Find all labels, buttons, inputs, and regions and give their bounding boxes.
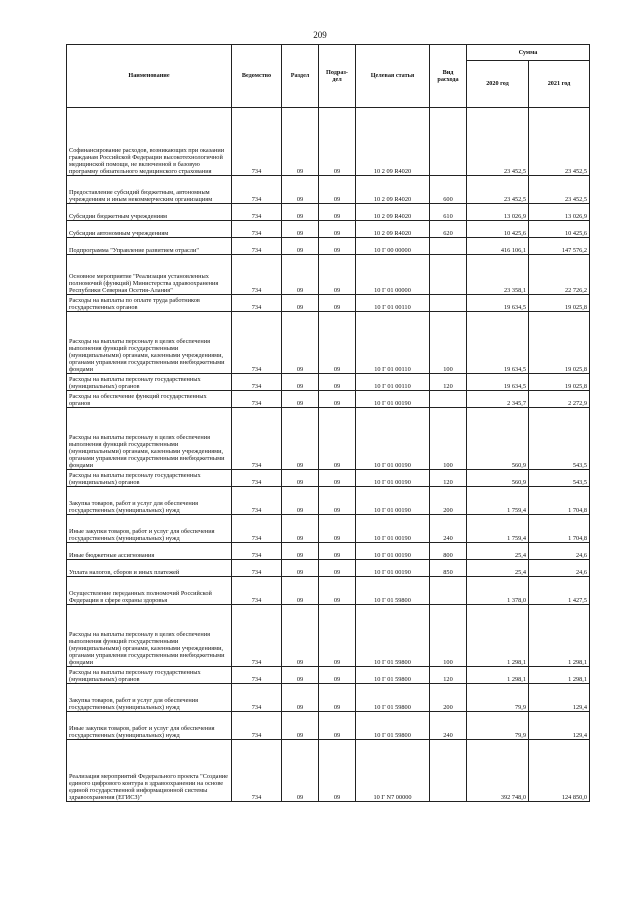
row-section: 09: [282, 543, 319, 560]
row-target: 10 Г 01 00110: [356, 295, 430, 312]
row-sum-2020: 25,4: [467, 543, 529, 560]
table-row: [67, 470, 590, 487]
row-subsection: 09: [319, 238, 356, 255]
row-name: Расходы на обеспечение функций государственных органов: [67, 391, 232, 408]
header-subsection: Подраз- дел: [319, 45, 356, 108]
row-expense-type: 600: [430, 176, 467, 204]
row-expense-type: [430, 238, 467, 255]
row-target: 10 Г 01 00000: [356, 255, 430, 295]
page-number: 209: [313, 30, 327, 40]
row-section: 09: [282, 408, 319, 470]
row-target: 10 2 09 R4020: [356, 108, 430, 176]
row-sum-2020: 1 298,1: [467, 667, 529, 684]
row-name: Субсидии бюджетным учреждениям: [67, 204, 232, 221]
row-ministry: 734: [232, 204, 282, 221]
table-row: [67, 312, 590, 374]
row-name: Уплата налогов, сборов и иных платежей: [67, 560, 232, 577]
header-expense-type: Вид расхода: [430, 45, 467, 108]
header-target: Целевая статья: [356, 45, 430, 108]
row-expense-type: 240: [430, 515, 467, 543]
table-row: [67, 487, 590, 515]
row-section: 09: [282, 312, 319, 374]
table-row: [67, 221, 590, 238]
row-sum-2021: 1 298,1: [529, 667, 590, 684]
row-subsection: 09: [319, 470, 356, 487]
row-section: 09: [282, 295, 319, 312]
row-target: 10 Г 01 59800: [356, 605, 430, 667]
row-subsection: 09: [319, 374, 356, 391]
row-expense-type: 120: [430, 374, 467, 391]
row-ministry: 734: [232, 577, 282, 605]
table-row: [67, 577, 590, 605]
row-target: 10 2 09 R4020: [356, 176, 430, 204]
row-target: 10 Г 01 00190: [356, 543, 430, 560]
row-expense-type: 620: [430, 221, 467, 238]
table-row: [67, 391, 590, 408]
row-subsection: 09: [319, 740, 356, 802]
row-sum-2021: 24,6: [529, 543, 590, 560]
table-row: [67, 740, 590, 802]
row-sum-2021: 1 704,8: [529, 487, 590, 515]
row-sum-2021: 19 025,8: [529, 374, 590, 391]
row-section: 09: [282, 667, 319, 684]
row-subsection: 09: [319, 487, 356, 515]
row-subsection: 09: [319, 408, 356, 470]
row-sum-2020: 13 026,9: [467, 204, 529, 221]
row-ministry: 734: [232, 408, 282, 470]
row-name: Иные закупки товаров, работ и услуг для обеспечения государственных (муниципальных) нужд: [67, 712, 232, 740]
row-target: 10 Г 01 00190: [356, 515, 430, 543]
row-section: 09: [282, 560, 319, 577]
row-expense-type: 240: [430, 712, 467, 740]
row-ministry: 734: [232, 605, 282, 667]
row-sum-2020: 392 748,0: [467, 740, 529, 802]
row-subsection: 09: [319, 295, 356, 312]
row-sum-2020: 25,4: [467, 560, 529, 577]
row-subsection: 09: [319, 391, 356, 408]
row-target: 10 Г 00 00000: [356, 238, 430, 255]
row-sum-2020: 19 634,5: [467, 374, 529, 391]
row-name: Расходы на выплаты персоналу государственных (муниципальных) органов: [67, 374, 232, 391]
row-sum-2021: 1 704,8: [529, 515, 590, 543]
row-expense-type: [430, 577, 467, 605]
row-section: 09: [282, 238, 319, 255]
row-sum-2020: 1 378,0: [467, 577, 529, 605]
row-expense-type: 850: [430, 560, 467, 577]
row-expense-type: [430, 108, 467, 176]
row-target: 10 Г 01 59800: [356, 712, 430, 740]
table-row: [67, 667, 590, 684]
row-section: 09: [282, 221, 319, 238]
table-row: [67, 374, 590, 391]
row-ministry: 734: [232, 176, 282, 204]
row-sum-2020: 10 425,6: [467, 221, 529, 238]
row-sum-2020: 23 358,1: [467, 255, 529, 295]
row-expense-type: 120: [430, 470, 467, 487]
row-sum-2021: 129,4: [529, 684, 590, 712]
row-target: 10 Г 01 00110: [356, 312, 430, 374]
row-sum-2020: 23 452,5: [467, 108, 529, 176]
row-name: Предоставление субсидий бюджетным, автономным учреждениям и иным некоммерческим организациям: [67, 176, 232, 204]
row-name: Закупка товаров, работ и услуг для обеспечения государственных (муниципальных) нужд: [67, 684, 232, 712]
row-sum-2021: 19 025,8: [529, 295, 590, 312]
row-expense-type: 800: [430, 543, 467, 560]
header-section: Раздел: [282, 45, 319, 108]
row-target: 10 Г 01 59800: [356, 684, 430, 712]
header-name: Наименование: [67, 45, 232, 108]
row-expense-type: 120: [430, 667, 467, 684]
row-section: 09: [282, 255, 319, 295]
budget-table: [66, 44, 590, 802]
row-name: Иные бюджетные ассигнования: [67, 543, 232, 560]
row-subsection: 09: [319, 560, 356, 577]
row-target: 10 2 09 R4020: [356, 204, 430, 221]
row-ministry: 734: [232, 470, 282, 487]
row-expense-type: 200: [430, 684, 467, 712]
row-section: 09: [282, 577, 319, 605]
row-section: 09: [282, 605, 319, 667]
row-sum-2020: 79,9: [467, 712, 529, 740]
row-ministry: 734: [232, 238, 282, 255]
row-sum-2021: 1 427,5: [529, 577, 590, 605]
row-name: Субсидии автономным учреждениям: [67, 221, 232, 238]
row-ministry: 734: [232, 108, 282, 176]
row-ministry: 734: [232, 740, 282, 802]
row-section: 09: [282, 204, 319, 221]
row-expense-type: [430, 295, 467, 312]
table-row: [67, 295, 590, 312]
row-sum-2021: 124 850,0: [529, 740, 590, 802]
row-sum-2020: 1 759,4: [467, 487, 529, 515]
row-subsection: 09: [319, 667, 356, 684]
row-sum-2020: 1 759,4: [467, 515, 529, 543]
row-subsection: 09: [319, 204, 356, 221]
row-section: 09: [282, 515, 319, 543]
row-sum-2021: 22 726,2: [529, 255, 590, 295]
header-year-2021: 2021 год: [529, 61, 590, 108]
table-row: [67, 605, 590, 667]
table-row: [67, 560, 590, 577]
row-sum-2021: 543,5: [529, 470, 590, 487]
row-section: 09: [282, 176, 319, 204]
row-sum-2020: 560,9: [467, 470, 529, 487]
row-subsection: 09: [319, 712, 356, 740]
row-target: 10 2 09 R4020: [356, 221, 430, 238]
row-expense-type: [430, 255, 467, 295]
row-ministry: 734: [232, 560, 282, 577]
row-sum-2021: 24,6: [529, 560, 590, 577]
row-sum-2020: 416 106,1: [467, 238, 529, 255]
table-row: [67, 543, 590, 560]
header-ministry: Ведомство: [232, 45, 282, 108]
row-ministry: 734: [232, 712, 282, 740]
row-name: Расходы на выплаты персоналу государственных (муниципальных) органов: [67, 667, 232, 684]
row-sum-2021: 23 452,5: [529, 108, 590, 176]
row-section: 09: [282, 487, 319, 515]
row-subsection: 09: [319, 312, 356, 374]
row-subsection: 09: [319, 255, 356, 295]
row-name: Расходы на выплаты персоналу в целях обеспечения выполнения функций государственными (муниципальными) органами, казенными учреждениями, органами управления государственными внебюджетными фондами: [67, 312, 232, 374]
row-ministry: 734: [232, 312, 282, 374]
row-subsection: 09: [319, 605, 356, 667]
row-sum-2020: 23 452,5: [467, 176, 529, 204]
row-sum-2020: 19 634,5: [467, 312, 529, 374]
row-ministry: 734: [232, 684, 282, 712]
row-sum-2021: 19 025,8: [529, 312, 590, 374]
row-ministry: 734: [232, 221, 282, 238]
row-sum-2020: 560,9: [467, 408, 529, 470]
row-subsection: 09: [319, 221, 356, 238]
row-target: 10 Г 01 00190: [356, 391, 430, 408]
row-name: Расходы на выплаты персоналу государственных (муниципальных) органов: [67, 470, 232, 487]
row-section: 09: [282, 108, 319, 176]
row-expense-type: 200: [430, 487, 467, 515]
row-subsection: 09: [319, 176, 356, 204]
table-row: [67, 108, 590, 176]
table-row: [67, 238, 590, 255]
header-year-2020: 2020 год: [467, 61, 529, 108]
row-ministry: 734: [232, 667, 282, 684]
row-target: 10 Г 01 00190: [356, 487, 430, 515]
row-name: Осуществление переданных полномочий Российской Федерации в сфере охраны здоровья: [67, 577, 232, 605]
row-sum-2021: 129,4: [529, 712, 590, 740]
row-sum-2021: 147 576,2: [529, 238, 590, 255]
row-name: Реализация мероприятий Федерального проекта "Создание единого цифрового контура в здравоохранении на основе единой государственной информационной системы здравоохранения (ЕГИСЗ)": [67, 740, 232, 802]
row-expense-type: [430, 391, 467, 408]
row-section: 09: [282, 391, 319, 408]
row-sum-2021: 543,5: [529, 408, 590, 470]
row-sum-2020: 1 298,1: [467, 605, 529, 667]
row-target: 10 Г 01 00190: [356, 408, 430, 470]
row-subsection: 09: [319, 684, 356, 712]
row-target: 10 Г 01 00190: [356, 560, 430, 577]
row-expense-type: [430, 740, 467, 802]
row-name: Подпрограмма "Управление развитием отрасли": [67, 238, 232, 255]
row-expense-type: 100: [430, 408, 467, 470]
row-sum-2021: 1 298,1: [529, 605, 590, 667]
row-name: Основное мероприятие "Реализация установленных полномочий (функций) Министерства здравоохранения Республики Северная Осетия-Алания": [67, 255, 232, 295]
row-name: Иные закупки товаров, работ и услуг для обеспечения государственных (муниципальных) нужд: [67, 515, 232, 543]
row-sum-2021: 10 425,6: [529, 221, 590, 238]
row-section: 09: [282, 374, 319, 391]
row-name: Софинансирование расходов, возникающих при оказании гражданам Российской Федерации высокотехнологичной медицинской помощи, не включенной в базовую программу обязательного медицинского страхования: [67, 108, 232, 176]
row-ministry: 734: [232, 487, 282, 515]
row-sum-2020: 2 345,7: [467, 391, 529, 408]
row-sum-2020: 79,9: [467, 684, 529, 712]
row-ministry: 734: [232, 391, 282, 408]
table-row: [67, 176, 590, 204]
row-sum-2021: 23 452,5: [529, 176, 590, 204]
row-ministry: 734: [232, 543, 282, 560]
table-row: [67, 684, 590, 712]
header-sum: Сумма: [467, 45, 590, 61]
row-sum-2021: 13 026,9: [529, 204, 590, 221]
row-expense-type: 610: [430, 204, 467, 221]
row-name: Расходы на выплаты персоналу в целях обеспечения выполнения функций государственными (муниципальными) органами, казенными учреждениями, органами управления государственными внебюджетными фондами: [67, 605, 232, 667]
table-row: [67, 712, 590, 740]
row-section: 09: [282, 740, 319, 802]
row-section: 09: [282, 470, 319, 487]
row-expense-type: 100: [430, 312, 467, 374]
row-expense-type: 100: [430, 605, 467, 667]
row-subsection: 09: [319, 108, 356, 176]
row-ministry: 734: [232, 255, 282, 295]
row-target: 10 Г 01 59800: [356, 577, 430, 605]
row-name: Закупка товаров, работ и услуг для обеспечения государственных (муниципальных) нужд: [67, 487, 232, 515]
row-name: Расходы на выплаты персоналу в целях обеспечения выполнения функций государственными (муниципальными) органами, казенными учреждениями, органами управления государственными внебюджетными фондами: [67, 408, 232, 470]
row-section: 09: [282, 684, 319, 712]
row-section: 09: [282, 712, 319, 740]
row-name: Расходы на выплаты по оплате труда работников государственных органов: [67, 295, 232, 312]
table-row: [67, 408, 590, 470]
table-row: [67, 255, 590, 295]
row-ministry: 734: [232, 374, 282, 391]
row-subsection: 09: [319, 577, 356, 605]
row-target: 10 Г 01 00110: [356, 374, 430, 391]
row-sum-2020: 19 634,5: [467, 295, 529, 312]
table-row: [67, 204, 590, 221]
row-ministry: 734: [232, 295, 282, 312]
table-body: [67, 108, 590, 802]
row-sum-2021: 2 272,9: [529, 391, 590, 408]
row-subsection: 09: [319, 515, 356, 543]
row-ministry: 734: [232, 515, 282, 543]
row-target: 10 Г 01 59800: [356, 667, 430, 684]
row-target: 10 Г N7 00000: [356, 740, 430, 802]
row-target: 10 Г 01 00190: [356, 470, 430, 487]
table-row: [67, 515, 590, 543]
row-subsection: 09: [319, 543, 356, 560]
